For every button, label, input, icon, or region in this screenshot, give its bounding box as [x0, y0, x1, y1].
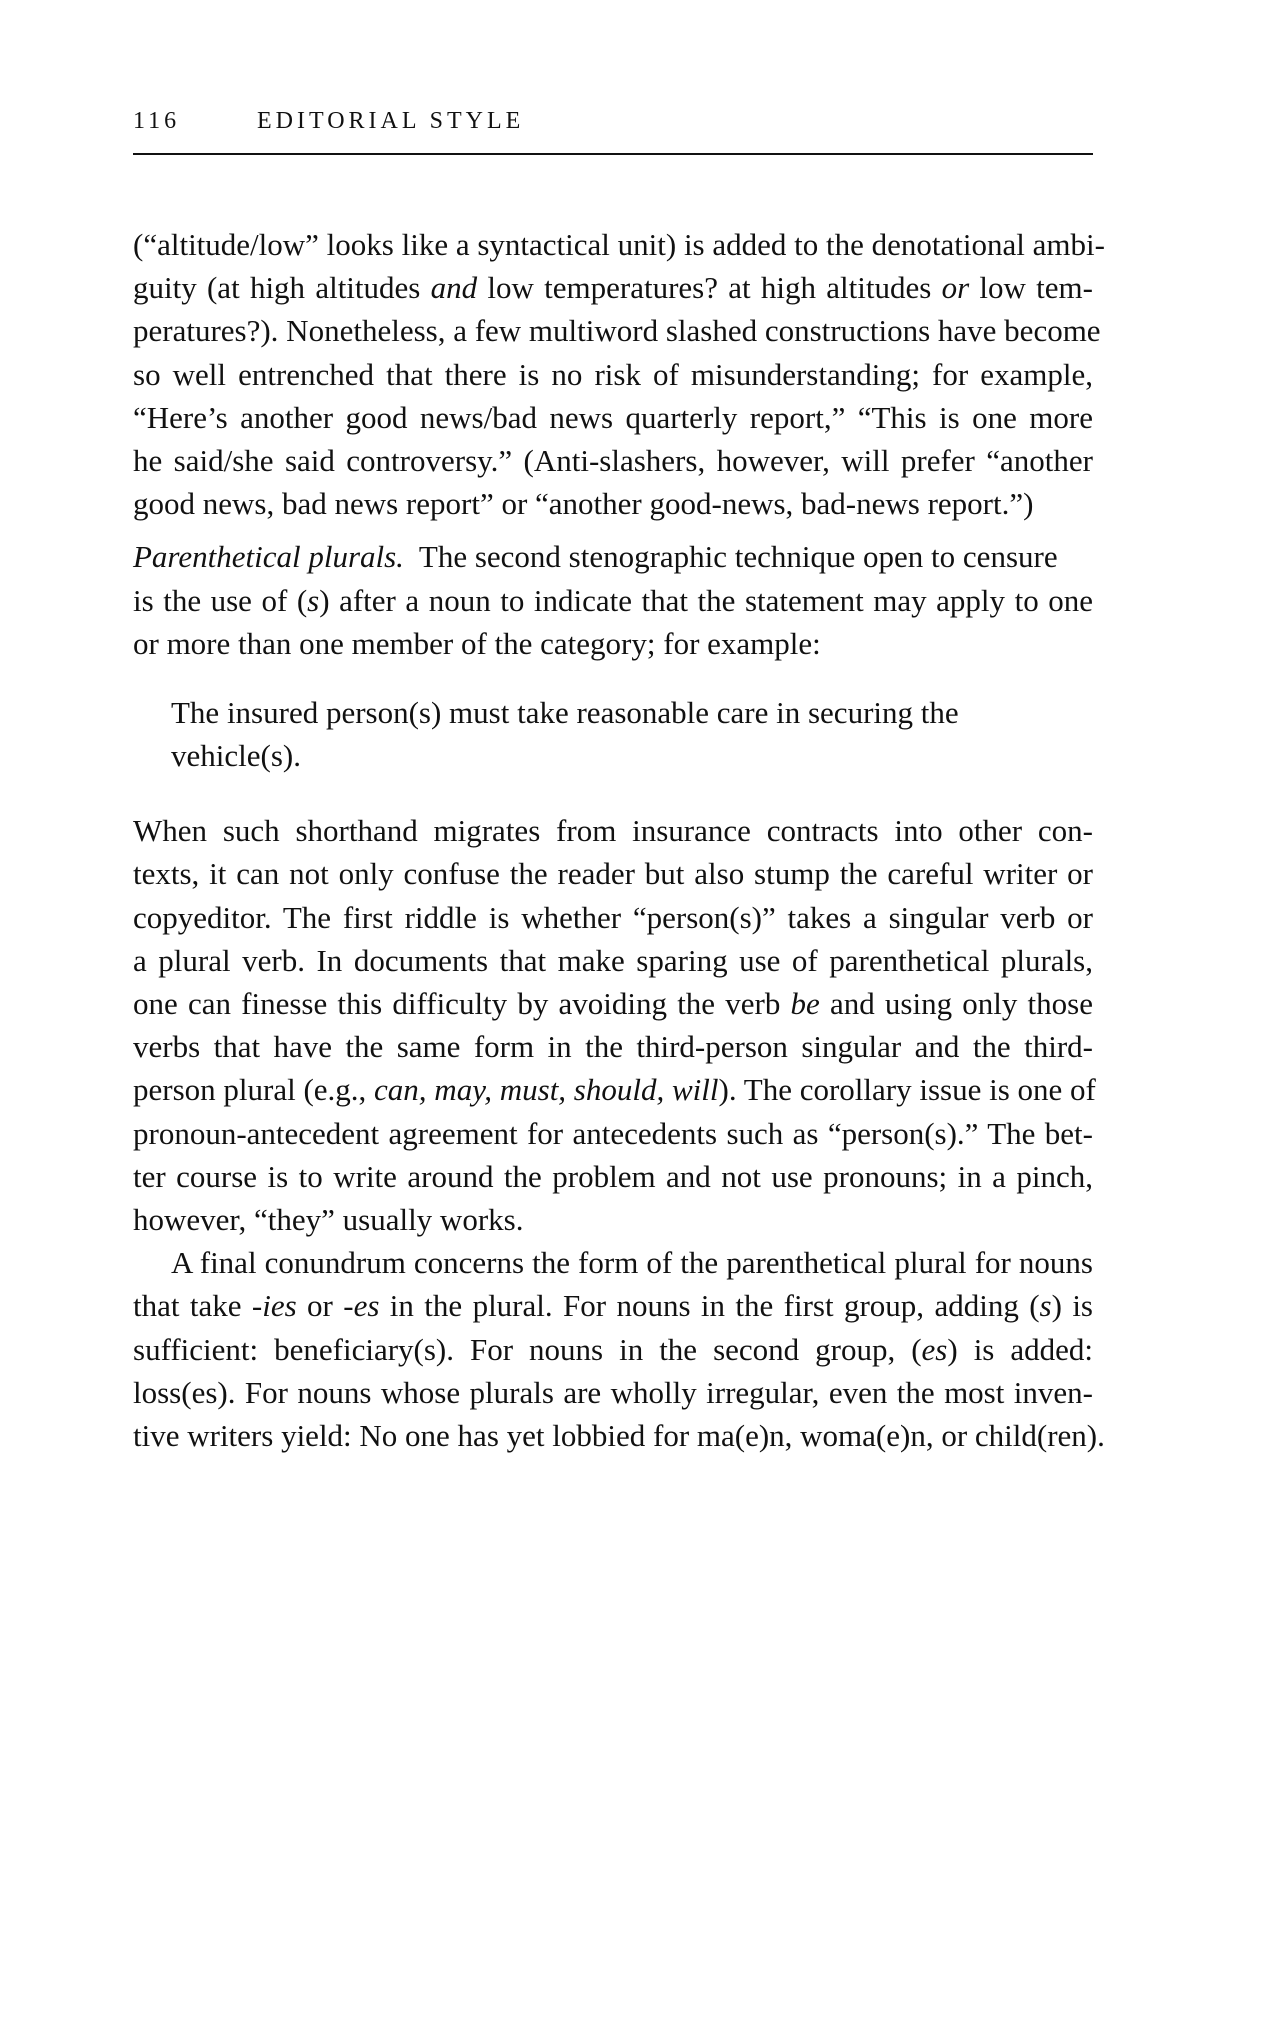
spacer [133, 777, 1093, 809]
text-run: low tem- [969, 270, 1093, 306]
block-quote [171, 691, 1093, 777]
spacer [133, 525, 1093, 535]
paragraph-parenthetical-plurals [133, 535, 1093, 665]
text-run: sufficient: beneficiary(s). For nouns in the second group, ( [133, 1331, 922, 1367]
text-line: or more than one member of the category; for example: [133, 625, 821, 661]
text-run: ) after a noun to indicate that the statement may apply to one [319, 582, 1093, 618]
text-run: or [296, 1288, 344, 1324]
italic-run: s [1039, 1288, 1052, 1324]
text-line [133, 1284, 1093, 1327]
text-line [133, 535, 1093, 578]
text-run: person plural (e.g., [133, 1072, 375, 1108]
text-line: pronoun-antecedent agreement for antecedents such as “person(s).” The bet- [133, 1115, 1093, 1151]
text-line: tive writers yield: No one has yet lobbied for ma(e)n, woma(e)n, or child(ren). [133, 1417, 1105, 1453]
italic-run: be [790, 986, 820, 1021]
text-line: copyeditor. The first riddle is whether “person(s)” takes a singular verb or [133, 899, 1093, 935]
text-line: good news, bad news report” or “another good-news, bad-news report.”) [133, 486, 1034, 522]
italic-run: es [921, 1331, 948, 1367]
text-line: “Here’s another good news/bad news quarterly report,” “This is one more [133, 399, 1093, 435]
italic-run: and [430, 270, 478, 306]
text-run: ) is [1051, 1288, 1093, 1324]
text-line: texts, it can not only confuse the reader but also stump the careful writer or [133, 856, 1093, 892]
text-run: ). The corollary issue is one of [718, 1072, 1096, 1108]
italic-run: or [941, 270, 970, 306]
text-line: When such shorthand migrates from insurance contracts into other con- [133, 813, 1093, 849]
text-line: ter course is to write around the problem and not use pronouns; in a pinch, [133, 1158, 1093, 1194]
spacer [133, 665, 1093, 691]
text-run: one can finesse this difficulty by avoiding the verb [133, 986, 791, 1021]
italic-run: -ies [251, 1288, 297, 1324]
text-line: vehicle(s). [171, 738, 301, 774]
text-line [133, 982, 1093, 1025]
text-line: however, “they” usually works. [133, 1201, 524, 1237]
paragraph-continued [133, 223, 1105, 525]
italic-run: s [307, 582, 320, 618]
body-text [133, 223, 1105, 1457]
text-line: A final conundrum concerns the form of the parenthetical plural for nouns [171, 1245, 1093, 1281]
text-line: he said/she said controversy.” (Anti-slashers, however, will prefer “another [133, 442, 1093, 478]
text-line [133, 579, 1093, 622]
italic-run: -es [343, 1288, 380, 1324]
run-in-heading: Parenthetical plurals. [133, 539, 404, 575]
text-line: a plural verb. In documents that make sparing use of parenthetical plurals, [133, 942, 1093, 978]
running-head-title: EDITORIAL STYLE [257, 108, 525, 134]
text-line: peratures?). Nonetheless, a few multiword slashed constructions have become [133, 313, 1101, 349]
text-line: The insured person(s) must take reasonable care in securing the [171, 694, 959, 730]
text-run: is the use of ( [133, 582, 308, 618]
text-line [133, 1068, 1096, 1111]
text-run: in the plural. For nouns in the first group, adding ( [379, 1288, 1040, 1324]
text-run: and using only those [819, 986, 1093, 1021]
text-line: (“altitude/low” looks like a syntactical unit) is added to the denotational ambi- [133, 227, 1105, 262]
header-rule [133, 153, 1093, 155]
running-head [133, 108, 1093, 148]
text-line: loss(es). For nouns whose plurals are wholly irregular, even the most inven- [133, 1374, 1093, 1410]
page-number: 116 [133, 108, 181, 134]
text-run: low temperatures? at high altitudes [477, 270, 942, 306]
text-line: so well entrenched that there is no risk of misunderstanding; for example, [133, 356, 1093, 392]
text-line: verbs that have the same form in the third-person singular and the third- [133, 1029, 1093, 1065]
text-line [133, 266, 1093, 309]
italic-run: can, may, must, should, will [374, 1072, 719, 1108]
text-run: ) is added: [947, 1331, 1093, 1367]
paragraph-shorthand [133, 809, 1096, 1241]
text-run: guity (at high altitudes [133, 270, 431, 306]
text-run: that take [133, 1288, 252, 1324]
paragraph-final-conundrum [133, 1241, 1105, 1457]
text-line [133, 1328, 1093, 1371]
text-run: The second stenographic technique open to censure [403, 539, 1058, 575]
